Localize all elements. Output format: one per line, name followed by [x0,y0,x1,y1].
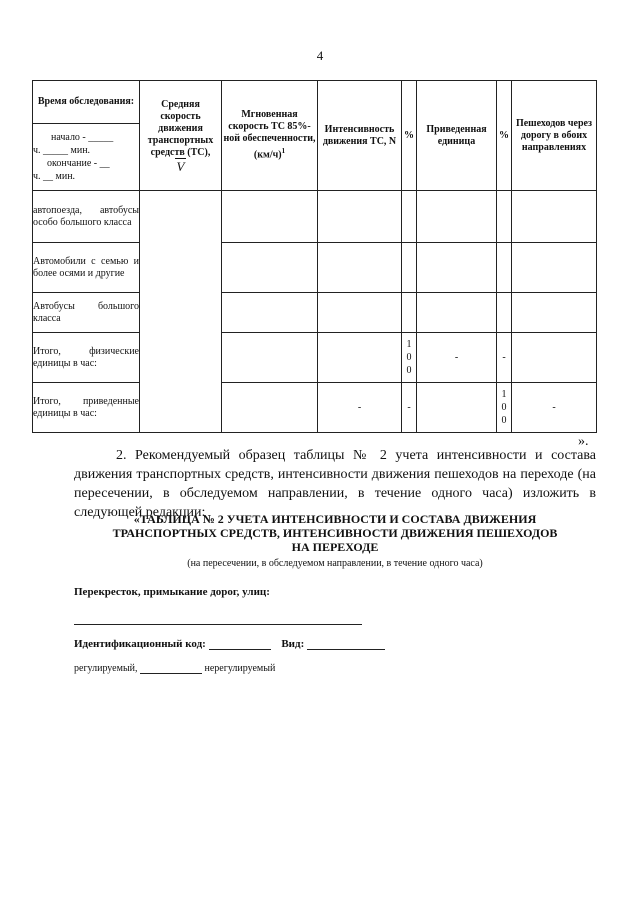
row-label-large-buses: Автобусы большого класса [33,293,140,333]
header-intensity: Интенсивность движения ТС, N [318,81,402,191]
table-title: «ТАБЛИЦА № 2 УЧЕТА ИНТЕНСИВНОСТИ И СОСТАВА ДВИЖЕНИЯ ТРАНСПОРТНЫХ СРЕДСТВ, ИНТЕНСИВНОСТИ ДВИЖЕНИЯ ПЕШЕХОДОВ НА ПЕРЕХОДЕ [112,512,558,554]
reduced-physical-value: - [417,333,497,383]
header-speed [140,81,222,191]
id-code-label: Идентификационный код: [74,638,206,650]
pct2-reduced-value: 1 0 0 [497,383,512,433]
body-paragraph: 2. Рекомендуемый образец таблицы № 2 учета интенсивности и состава движения транспортных средств, интенсивности движения пешеходов на переходе (на пересечении, в обследуемом направлении, в течение одного часа) изложить в следующей редакции: [74,448,596,520]
unregulated-label: нерегулируемый [204,663,276,674]
intersection-label: Перекресток, примыкание дорог, улиц: [74,586,270,598]
id-code-row [74,638,385,650]
survey-table [32,80,597,433]
header-instant-speed [222,81,318,191]
pct1-reduced-value: - [402,383,417,433]
row-label-trains: автопоезда, автобусы особо большого класса [33,191,140,243]
pct1-physical-value: 1 0 0 [402,333,417,383]
id-code-blank [209,638,271,650]
regulation-row [74,663,275,674]
header-pct-2: % [497,81,512,191]
table-subtitle: (на пересечении, в обследуемом направлении, в течение одного часа) [187,558,483,569]
regulated-label: регулируемый, [74,663,138,674]
header-pct-1: % [402,81,417,191]
pedestrians-reduced-value: - [512,383,597,433]
intersection-blank-line [74,624,362,625]
row-label-seven-axles: Автомобили с семью и более осями и другие [33,243,140,293]
pct2-physical-value: - [497,333,512,383]
row-label-reduced-total: Итого, приведенные единицы в час: [33,383,140,433]
kind-blank [307,638,385,650]
header-pedestrians: Пешеходов через дорогу в обоих направлениях [512,81,597,191]
footnote-mark: 1 [281,147,286,156]
header-time-fields: начало - _____ ч. _____ мин. окончание - __ ч. __ мин. [33,124,140,191]
page-number: 4 [316,48,324,63]
kind-label: Вид: [281,638,305,650]
header-instant-text: Мгновенная скорость ТС 85%-ной обеспеченности, (км/ч) [223,109,316,161]
speed-symbol: V [176,158,185,174]
regulation-blank [140,663,202,674]
header-time: Время обследования: [33,81,140,124]
row-label-physical-total: Итого, физические единицы в час: [33,333,140,383]
header-speed-text: Средняя скорость движения транспортных средств (ТС), [147,98,214,158]
header-reduced-unit: Приведенная единица [417,81,497,191]
closing-quote: ». [578,434,589,449]
speed-merged-cell [140,191,222,433]
intensity-reduced-value: - [318,383,402,433]
